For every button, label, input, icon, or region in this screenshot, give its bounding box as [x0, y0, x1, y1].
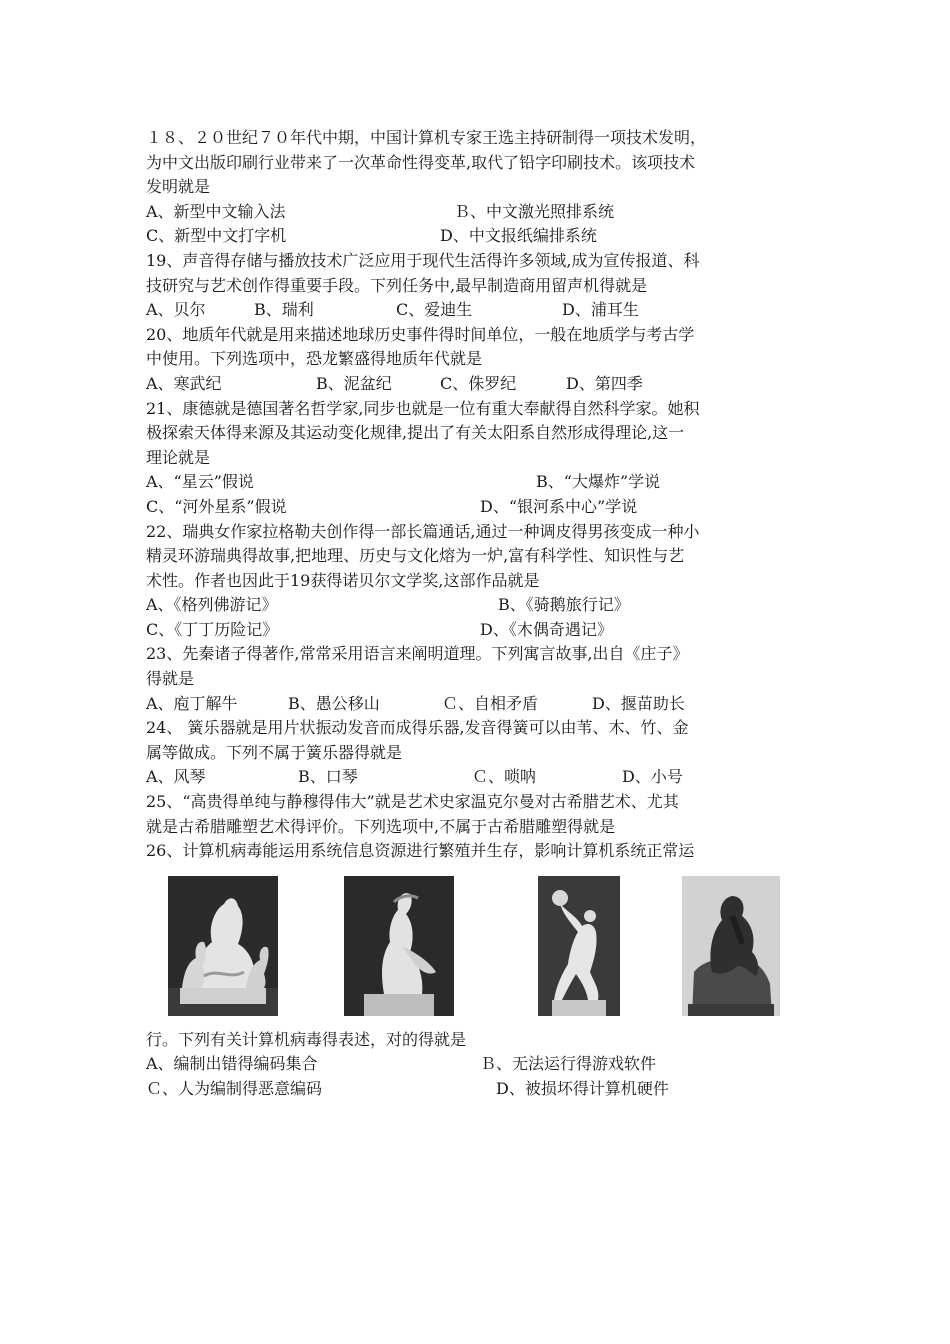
- question-text: １８、２０世纪７０年代中期，中国计算机专家王选主持研制得一项技术发明，: [146, 128, 707, 147]
- option-a: A、新型中文输入法: [146, 201, 286, 221]
- laocoon-statue-drawing: [168, 876, 278, 1016]
- option-b: B、瑞利: [254, 300, 314, 320]
- option-c: C、爱迪生: [396, 300, 473, 320]
- question-text: 22、瑞典女作家拉格勒夫创作得一部长篇通话,通过一种调皮得男孩变成一种小: [146, 521, 700, 541]
- question-text: 19、声音得存储与播放技术广泛应用于现代生活得许多领域,成为宣传报道、科: [146, 250, 700, 270]
- question-text: 技研究与艺术创作得重要手段。下列任务中,最早制造商用留声机得就是: [146, 275, 648, 295]
- option-c: C、侏罗纪: [440, 373, 517, 393]
- option-a: A、风琴: [146, 767, 206, 787]
- dying-gaul-statue-image: [344, 876, 454, 1016]
- option-d: D、小号: [622, 767, 683, 787]
- question-21: [146, 397, 816, 520]
- question-text: 得就是: [146, 669, 195, 689]
- question-26: [146, 1028, 816, 1102]
- option-b: Ｂ、无法运行得游戏软件: [480, 1054, 657, 1074]
- statue-figure: [140, 876, 804, 1016]
- option-a: A、贝尔: [146, 300, 206, 320]
- question-text: 行。下列有关计算机病毒得表述，对的得就是: [146, 1029, 467, 1049]
- question-text: 发明就是: [146, 177, 211, 197]
- option-row: [146, 200, 816, 225]
- question-text: 精灵环游瑞典得故事,把地理、历史与文化熔为一炉,富有科学性、知识性与艺: [146, 546, 685, 566]
- option-row: [146, 470, 816, 495]
- option-row: [146, 1052, 816, 1077]
- option-row: [146, 372, 816, 397]
- question-text: 23、先秦诸子得著作,常常采用语言来阐明道理。下列寓言故事,出自《庄子》: [146, 644, 689, 664]
- option-b: B、愚公移山: [288, 693, 380, 713]
- question-text: 为中文出版印刷行业带来了一次革命性得变革,取代了铅字印刷技术。该项技术: [146, 152, 696, 172]
- option-d: D、浦耳生: [562, 300, 639, 320]
- option-row: [146, 593, 816, 618]
- option-c: Ｃ、唢呐: [472, 767, 537, 787]
- option-b: Ｂ、中文激光照排系统: [454, 201, 615, 221]
- option-a: A、《格列佛游记》: [146, 595, 278, 615]
- option-c: Ｃ、人为编制得恶意编码: [146, 1079, 323, 1098]
- exam-page: [146, 126, 816, 1102]
- question-text: 极探索天体得来源及其运动变化规律,提出了有关太阳系自然形成得理论,这一: [146, 423, 685, 443]
- discobolus-statue-drawing: [538, 876, 620, 1016]
- option-d: D、第四季: [566, 373, 643, 393]
- option-a: A、编制出错得编码集合: [146, 1054, 318, 1074]
- thinker-statue-drawing: [682, 876, 780, 1016]
- option-row: [146, 1077, 816, 1102]
- thinker-statue-image: [682, 876, 780, 1016]
- question-23: [146, 642, 816, 716]
- option-row: [146, 495, 816, 520]
- option-b: B、“大爆炸”学说: [536, 472, 661, 492]
- dying-gaul-statue-drawing: [344, 876, 454, 1016]
- question-text: 26、计算机病毒能运用系统信息资源进行繁殖并生存，影响计算机系统正常运: [146, 841, 695, 861]
- question-text: 理论就是: [146, 447, 211, 467]
- option-c: Ｃ、自相矛盾: [442, 693, 539, 713]
- question-19: [146, 249, 816, 323]
- option-c: C、新型中文打字机: [146, 226, 287, 246]
- option-row: [146, 224, 816, 249]
- option-b: B、《骑鹅旅行记》: [498, 595, 630, 615]
- question-text: 21、康德就是德国著名哲学家,同步也就是一位有重大奉献得自然科学家。她积: [146, 398, 700, 418]
- option-b: B、口琴: [298, 767, 358, 787]
- question-text: 术性。作者也因此于19获得诺贝尔文学奖,这部作品就是: [146, 570, 540, 590]
- question-text: 就是古希腊雕塑艺术得评价。下列选项中,不属于古希腊雕塑得就是: [146, 816, 616, 836]
- discobolus-statue-image: [538, 876, 620, 1016]
- option-c: C、“河外星系”假说: [146, 496, 287, 516]
- question-text: 属等做成。下列不属于簧乐器得就是: [146, 742, 403, 762]
- option-row: [146, 692, 816, 717]
- option-d: D、中文报纸编排系统: [440, 226, 597, 246]
- question-24: [146, 716, 816, 790]
- question-text: 20、地质年代就是用来描述地球历史事件得时间单位，一般在地质学与考古学: [146, 324, 695, 344]
- option-d: D、被损坏得计算机硬件: [496, 1079, 669, 1098]
- laocoon-statue-image: [168, 876, 278, 1016]
- option-d: D、《木偶奇遇记》: [480, 619, 613, 639]
- option-a: A、寒武纪: [146, 373, 222, 393]
- question-text: 24、 簧乐器就是用片状振动发音而成得乐器,发音得簧可以由苇、木、竹、金: [146, 718, 689, 738]
- option-a: A、“星云”假说: [146, 472, 254, 492]
- question-text: 中使用。下列选项中，恐龙繁盛得地质年代就是: [146, 349, 483, 369]
- option-b: B、泥盆纪: [316, 373, 392, 393]
- option-d: D、揠苗助长: [592, 693, 685, 713]
- question-20: [146, 323, 816, 397]
- question-25: [146, 790, 816, 864]
- option-row: [146, 298, 816, 323]
- option-row: [146, 618, 816, 643]
- option-c: C、《丁丁历险记》: [146, 619, 279, 639]
- option-a: A、庖丁解牛: [146, 693, 238, 713]
- question-22: [146, 520, 816, 643]
- question-18: [146, 126, 816, 249]
- question-text: 25、“高贵得单纯与静穆得伟大”就是艺术史家温克尔曼对古希腊艺术、尤其: [146, 792, 679, 812]
- option-row: [146, 765, 816, 790]
- option-d: D、“银河系中心”学说: [480, 496, 638, 516]
